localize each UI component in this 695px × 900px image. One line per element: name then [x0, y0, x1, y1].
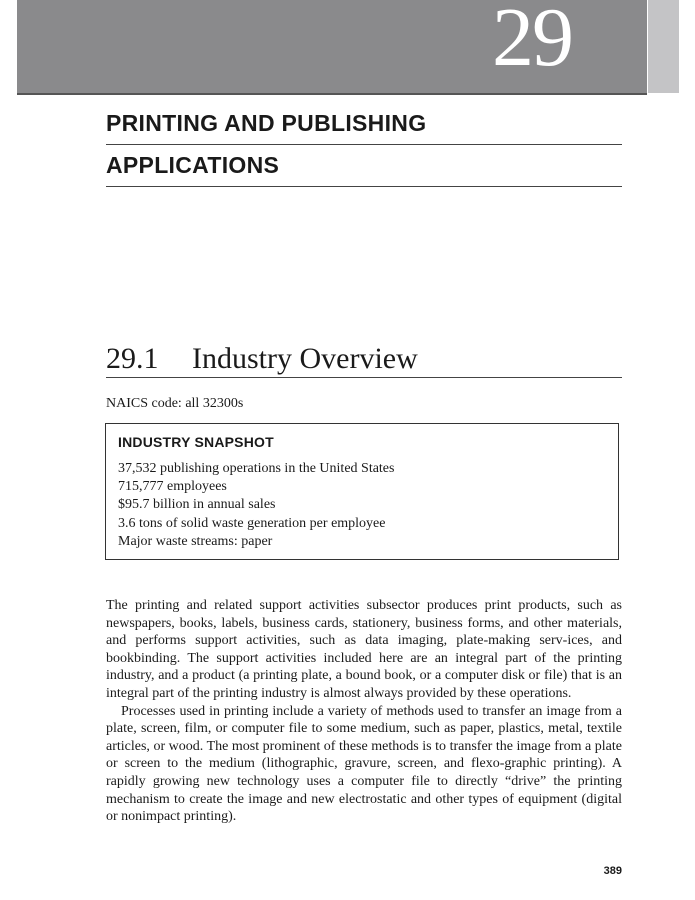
- snapshot-item: $95.7 billion in annual sales: [118, 497, 276, 513]
- chapter-title-line-2: APPLICATIONS: [106, 152, 622, 187]
- snapshot-item: 37,532 publishing operations in the United States: [118, 461, 395, 476]
- snapshot-item: 3.6 tons of solid waste generation per employee: [118, 515, 386, 531]
- snapshot-title: INDUSTRY SNAPSHOT: [118, 434, 274, 450]
- chapter-number: 29: [492, 0, 572, 84]
- snapshot-item: Major waste streams: paper: [118, 533, 273, 549]
- section-title: Industry Overview: [192, 342, 418, 375]
- chapter-header-band: [17, 0, 647, 95]
- section-number: 29.1: [106, 342, 159, 375]
- snapshot-item: 715,777 employees: [118, 479, 227, 495]
- section-heading: [106, 342, 622, 378]
- body-paragraph: The printing and related support activities subsector produces print products, such as newspapers, books, labels, business cards, stationery, business forms, and other materials, and performs support activities, such as data imaging, plate-making serv-ices, and bookbinding. The support activities included here are an integral part of the printing industry, and a product (a printing plate, a bound book, or a computer disk or file) that is an integral part of the printing industry is almost always provided by these operations.: [106, 598, 622, 701]
- chapter-header-tab: [648, 0, 679, 93]
- page-number: 389: [603, 865, 622, 877]
- naics-code: NAICS code: all 32300s: [106, 396, 244, 411]
- snapshot-list: [118, 460, 606, 551]
- chapter-title-line-1: PRINTING AND PUBLISHING: [106, 110, 622, 145]
- industry-snapshot-box: [105, 423, 619, 560]
- body-paragraph: Processes used in printing include a variety of methods used to transfer an image from a plate, screen, film, or computer file to some medium, such as paper, plastics, metal, textile articles, or wood. The most prominent of these methods is to transfer the image from a plate or screen to the medium (lithographic, gravure, screen, and flexo-graphic printing). A rapidly growing new technology uses a computer file to directly “drive” the printing mechanism to create the image and new electrostatic and other types of equipment (digital or nonimpact printing).: [106, 703, 622, 825]
- body-text: [106, 597, 622, 826]
